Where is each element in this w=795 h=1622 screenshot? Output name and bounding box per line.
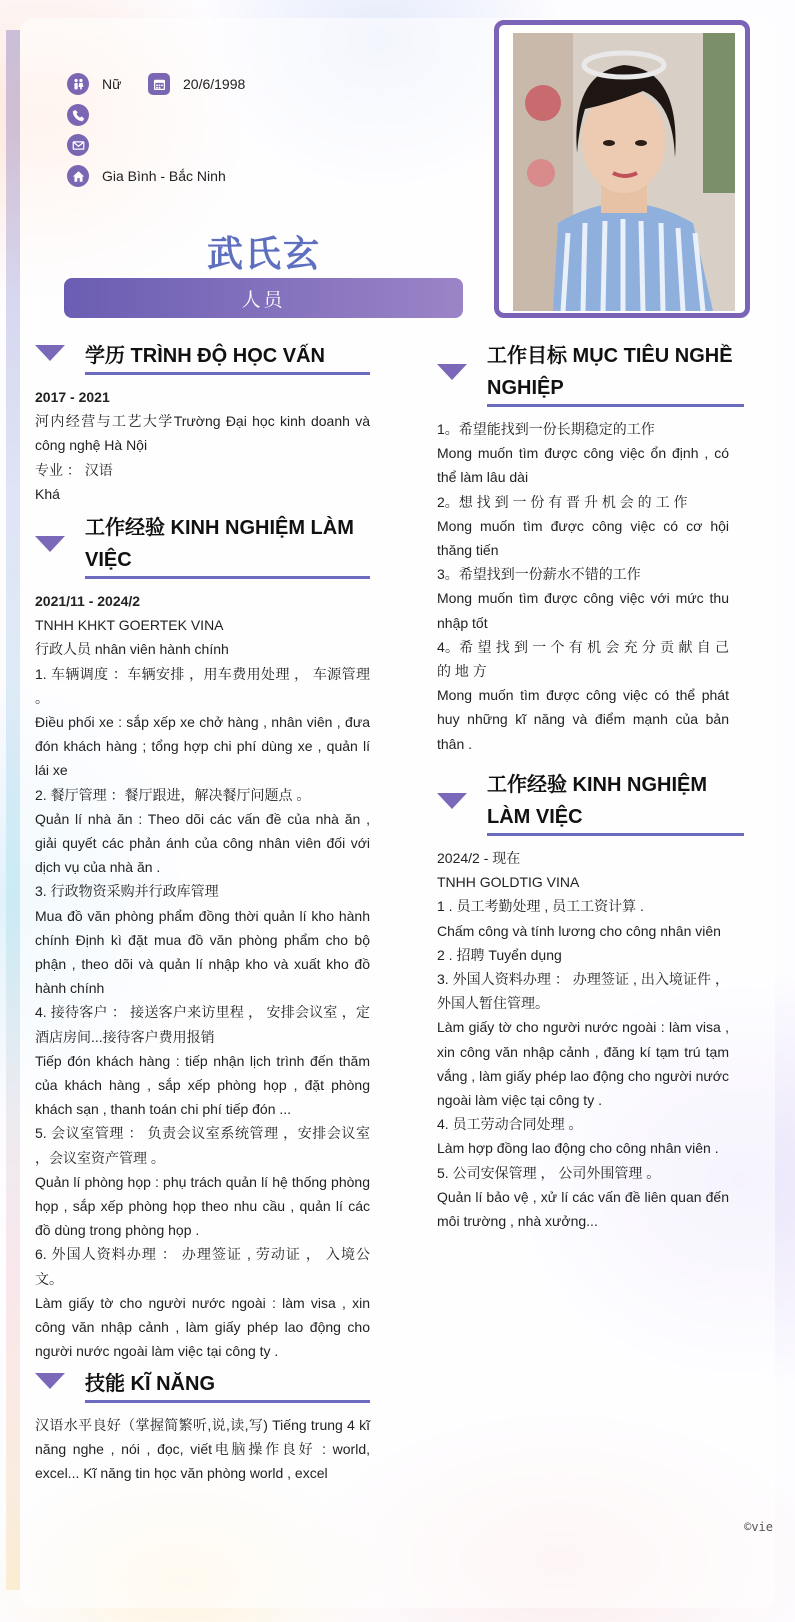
text-line: 2. 餐厅管理 ：餐厅跟进，解决餐厅问题点 。 <box>35 786 311 803</box>
section-marker-icon <box>35 536 65 552</box>
experience-left-title: 工作经验 KINH NGHIỆM LÀM VIỆC <box>85 512 370 579</box>
address-row <box>67 165 226 187</box>
text-line: 专业 ： 汉语 <box>35 461 113 478</box>
text-line: 2024/2 - 现在 <box>437 850 521 866</box>
text-line: 2 . 招聘 Tuyển dụng <box>437 946 562 963</box>
text-line: Mong muốn tìm được công việc có thể phát huy những kĩ năng và điểm mạnh của bản thân . <box>437 687 729 752</box>
text-line: 2021/11 - 2024/2 <box>35 593 141 609</box>
objective-title: 工作目标 MỤC TIÊU NGHỀ NGHIỆP <box>487 340 744 407</box>
gender-value: Nữ <box>102 76 122 92</box>
text-line: 4。希 望 找 到 一 个 有 机 会 充 分 贡 献 自 己 的 地 方 <box>437 638 729 680</box>
text-line: 1 . 员工考勤处理 , 员工工资计算 . <box>437 898 644 915</box>
profile-photo-frame <box>494 20 750 318</box>
home-icon <box>67 165 89 187</box>
experience-left-section <box>35 512 370 1364</box>
email-icon <box>67 134 89 156</box>
experience-right-header <box>437 769 744 836</box>
email-row <box>67 134 102 156</box>
text-line: Quản lí nhà ăn : Theo dõi các vấn đề của nhà ăn , giải quyết các phản ánh của công nhân viên đối với dịch vụ của nhà ăn . <box>35 810 370 876</box>
decorative-border <box>6 30 20 1590</box>
objective-header <box>437 340 744 407</box>
calendar-icon <box>148 73 170 95</box>
text-line: 2。想 找 到 一 份 有 晋 升 机 会 的 工 作 <box>437 493 688 510</box>
text-line: 行政人员 nhân viên hành chính <box>35 641 229 658</box>
experience-left-body <box>35 589 370 1364</box>
text-line: 6. 外国人资料办理 ： 办理签证 , 劳动证 ， 入境公文。 <box>35 1246 370 1287</box>
skills-header <box>35 1368 370 1403</box>
text-line: Làm giấy tờ cho người nước ngoài : làm visa , xin công văn nhập cảnh , làm giấy phép lao động cho người nước ngoài làm việc tại công ty . <box>35 1294 370 1360</box>
text-line: Mong muốn tìm được công việc ổn định , có thể làm lâu dài <box>437 445 729 486</box>
text-line: Chấm công và tính lương cho công nhân viên <box>437 922 721 939</box>
text-line: Mong muốn tìm được công việc có cơ hội thăng tiến <box>437 517 729 559</box>
text-line: Mong muốn tìm được công việc với mức thu nhập tốt <box>437 590 729 631</box>
text-line: TNHH KHKT GOERTEK VINA <box>35 617 224 634</box>
experience-left-header <box>35 512 370 579</box>
text-line: Khá <box>35 485 60 502</box>
section-marker-icon <box>437 364 467 380</box>
text-line: 3。希望找到一份薪水不错的工作 <box>437 566 641 583</box>
text-line: Quản lí phòng họp : phụ trách quản lí hệ thống phòng họp , sắp xếp phòng họp theo nhu cầu , quản lí các đồ dùng trong phòng họp . <box>35 1173 370 1239</box>
text-line: 3. 行政物资采购并行政库管理 <box>35 883 219 900</box>
address-value: Gia Bình - Bắc Ninh <box>102 168 226 184</box>
skills-section <box>35 1368 370 1486</box>
section-marker-icon <box>35 345 65 361</box>
text-line: 河内经营与工艺大学Trường Đại học kinh doanh và công nghệ Hà Nội <box>35 413 370 454</box>
section-marker-icon <box>35 1373 65 1389</box>
text-line: Làm giấy tờ cho người nước ngoài : làm visa , xin công văn nhập cảnh , đăng kí tạm trú tạm vắng , làm giấy phép lao động cho người nước ngoài làm việc tại công ty . <box>437 1019 729 1109</box>
section-marker-icon <box>437 793 467 809</box>
text-line: 2017 - 2021 <box>35 389 110 405</box>
experience-right-title: 工作经验 KINH NGHIỆM LÀM VIỆC <box>487 769 744 836</box>
text-line: Quản lí bảo vệ , xử lí các vấn đề liên quan đến môi trường , nhà xưởng... <box>437 1188 729 1230</box>
text-line: Điều phối xe : sắp xếp xe chở hàng , nhân viên , đưa đón khách hàng ; tổng hợp chi phí dùng xe , quản lí lái xe <box>35 714 370 779</box>
text-line: TNHH GOLDTIG VINA <box>437 874 580 891</box>
education-section <box>35 340 370 506</box>
gender-icon <box>67 73 89 95</box>
education-header <box>35 340 370 375</box>
gender-row <box>67 73 121 95</box>
candidate-role: 人员 <box>64 278 463 318</box>
objective-body <box>437 417 729 756</box>
text-line: 4. 接待客户 ： 接送客户来访里程 ， 安排会议室 ，定酒店房间...接待客户费用报销 <box>35 1004 370 1045</box>
text-line: 4. 员工劳动合同处理 。 <box>437 1116 583 1133</box>
phone-icon <box>67 104 89 126</box>
text-line: 汉语水平良好（掌握简繁听,说,读,写) Tiếng trung 4 kĩ năng nghe , nói , đọc, viết电脑操作良好 : world, excel... Kĩ năng tin học văn phòng world , excel <box>35 1417 370 1482</box>
experience-right-section <box>437 769 744 1233</box>
objective-section <box>437 340 744 756</box>
candidate-name: 武氏玄 <box>206 234 321 275</box>
birthdate-row <box>148 73 245 95</box>
text-line: Mua đồ văn phòng phẩm đồng thời quản lí kho hành chính Định kì đặt mua đồ văn phòng phẩm cho bộ phận , theo dõi và quản lí nhập kho và xuất kho đồ hành chính <box>35 907 370 997</box>
text-line: 5. 会议室管理 ： 负责会议室系统管理 ，安排会议室 ，会议室资产管理 。 <box>35 1125 370 1166</box>
skills-title: 技能 KĨ NĂNG <box>85 1368 370 1403</box>
text-line: Làm hợp đồng lao động cho công nhân viên . <box>437 1140 719 1157</box>
experience-right-body <box>437 846 729 1233</box>
phone-row <box>67 104 102 126</box>
profile-photo <box>513 33 735 311</box>
text-line: 1. 车辆调度 ：车辆安排 ，用车费用处理 ， 车源管理 。 <box>35 665 370 706</box>
text-line: 1。希望能找到一份长期稳定的工作 <box>437 421 655 437</box>
education-body <box>35 385 370 506</box>
birthdate-value: 20/6/1998 <box>183 76 246 92</box>
watermark-text: ©vie <box>744 1520 773 1534</box>
text-line: Tiếp đón khách hàng : tiếp nhận lịch trình đến thăm của khách hàng , sắp xếp phòng họp , đặt phòng khách sạn , thanh toán chi phí tiếp đón ... <box>35 1052 370 1118</box>
education-title: 学历 TRÌNH ĐỘ HỌC VẤN <box>85 340 370 375</box>
text-line: 3. 外国人资料办理 ： 办理签证 , 出入境证件 ， 外国人暂住管理。 <box>437 971 729 1012</box>
skills-body <box>35 1413 370 1486</box>
text-line: 5. 公司安保管理 ， 公司外围管理 。 <box>437 1164 661 1181</box>
